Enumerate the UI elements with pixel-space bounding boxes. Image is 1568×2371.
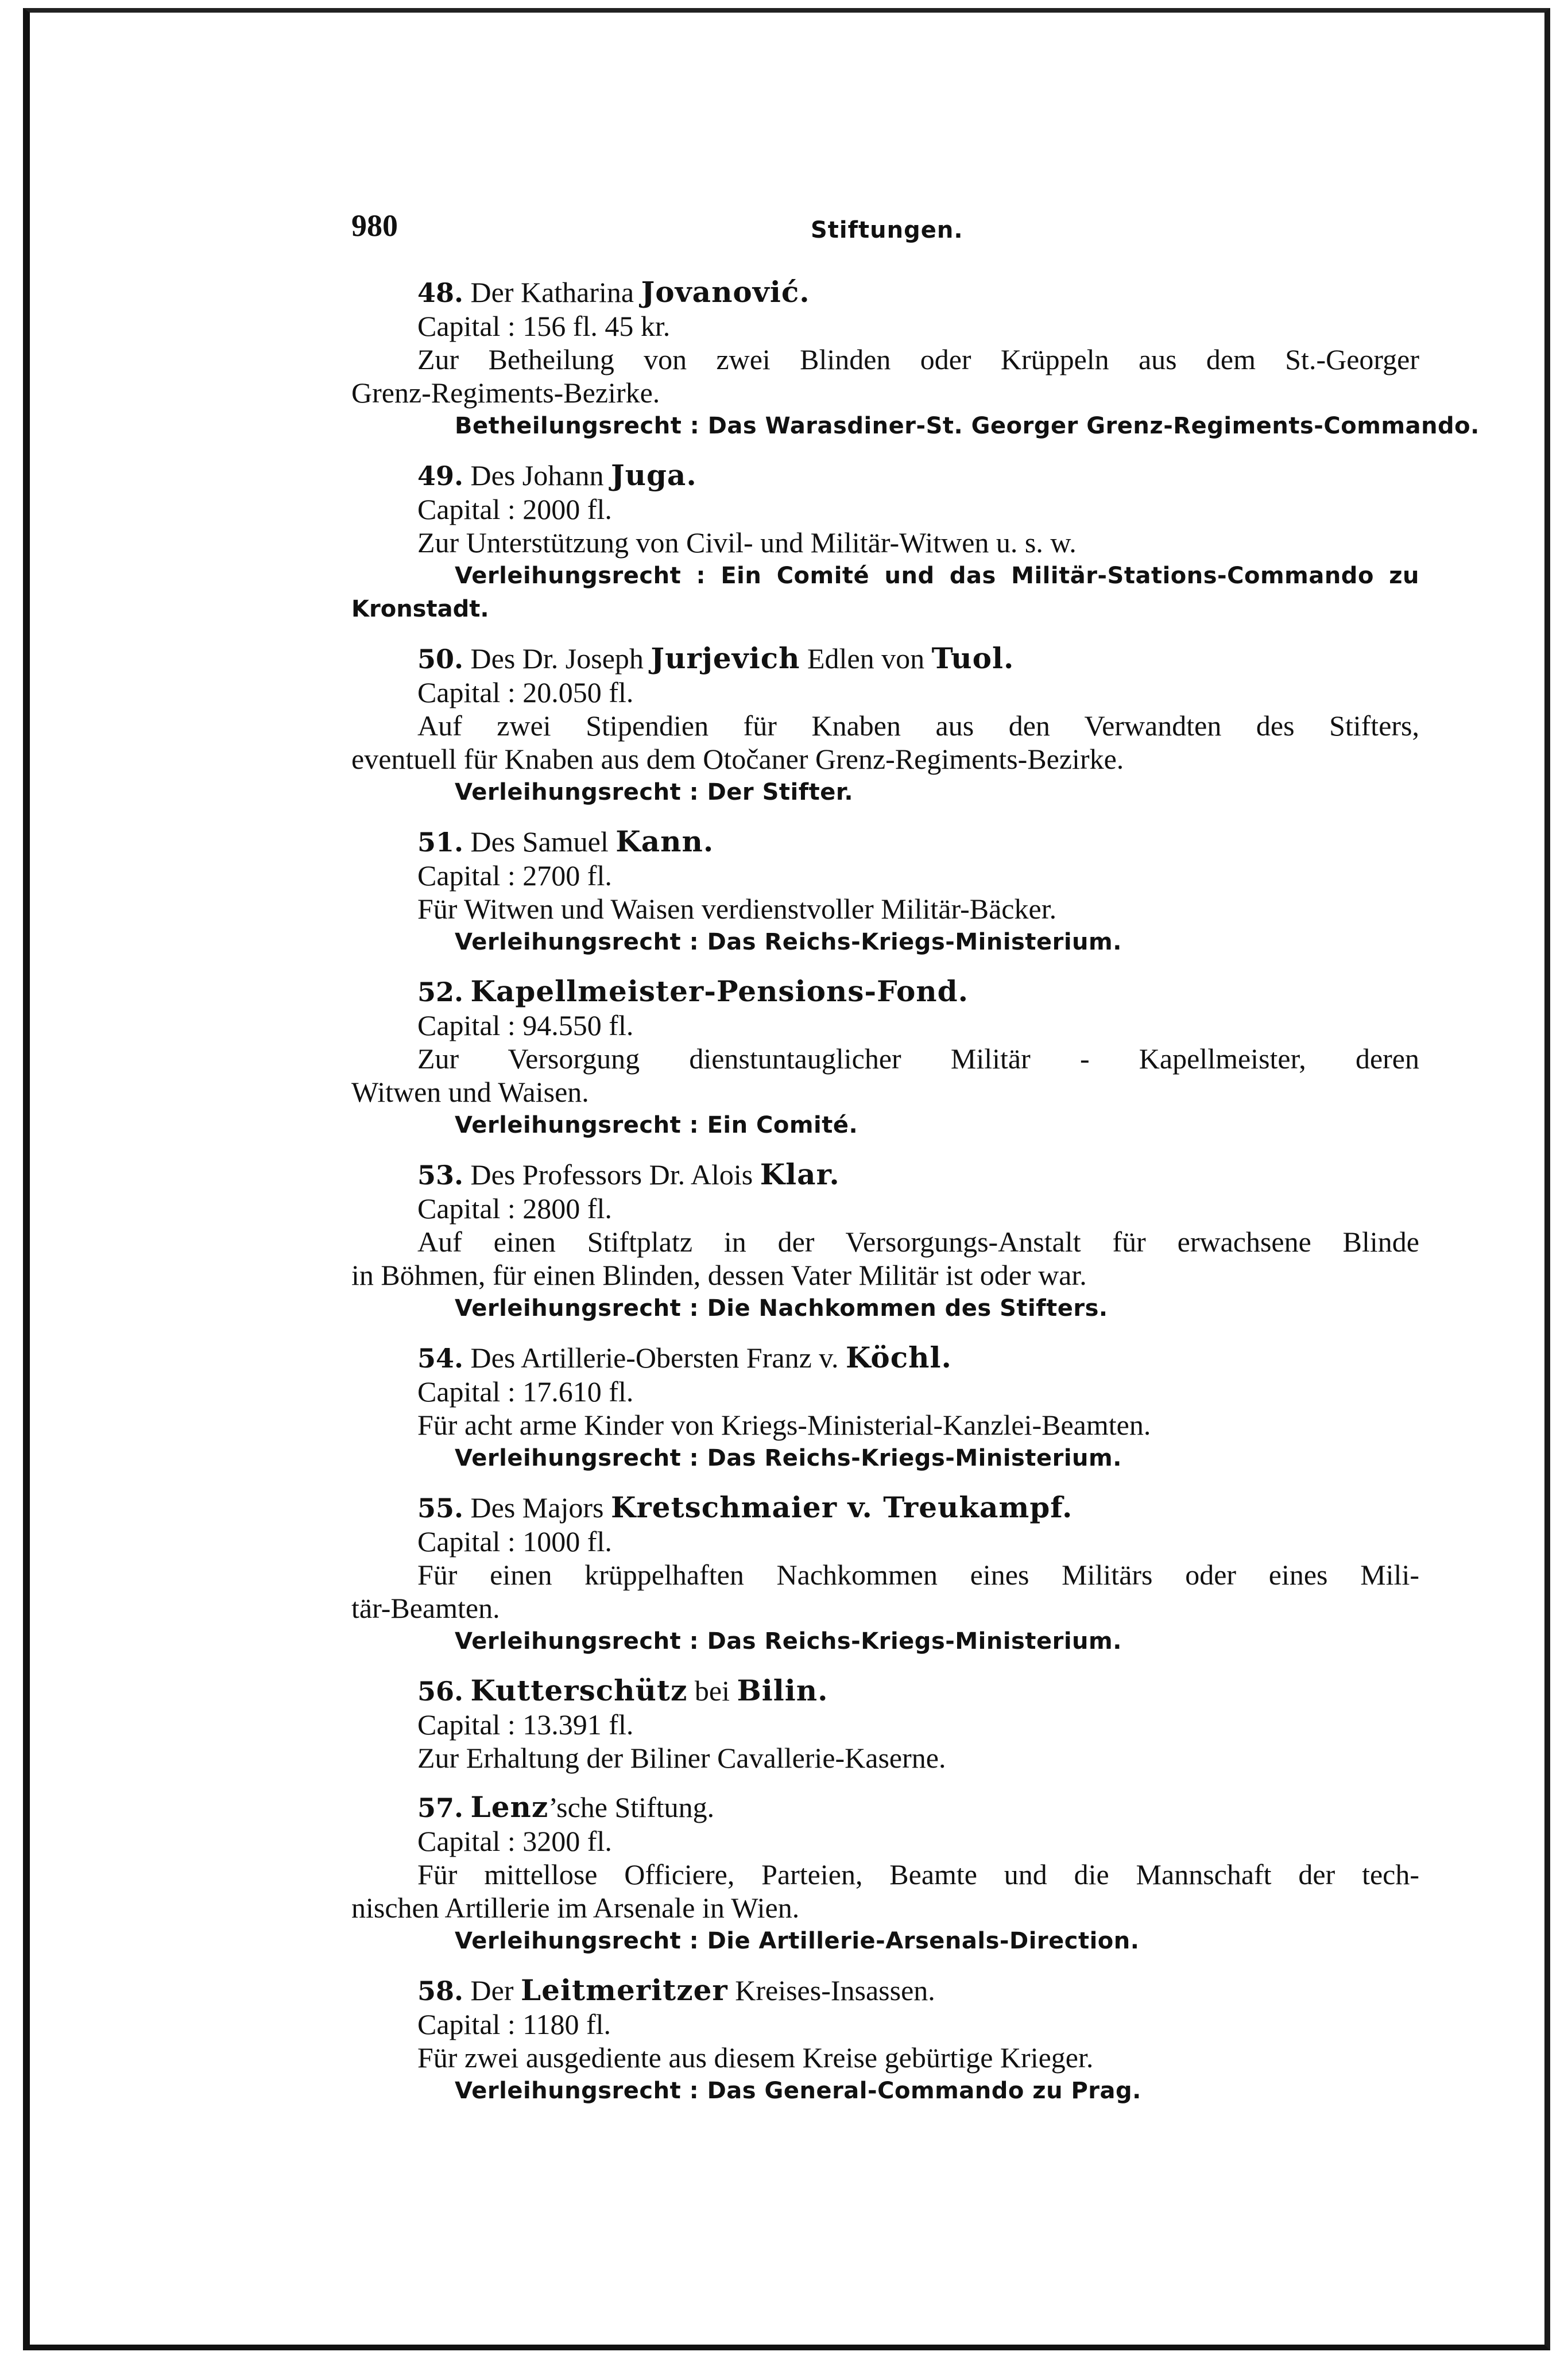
- foundation-entry-49: [351, 459, 1419, 626]
- entry-number: 52.: [417, 977, 464, 1008]
- entry-heading: [351, 1791, 1419, 1824]
- entry-heading: [351, 1491, 1419, 1525]
- entry-right-continuation: Kronstadt.: [351, 596, 489, 622]
- entry-right: [351, 2074, 1419, 2107]
- entry-number: 50.: [417, 644, 464, 675]
- entry-heading-suffix: bei: [694, 1675, 730, 1707]
- entry-name: Juga.: [610, 458, 697, 492]
- right-value: Das General-Commando zu Prag.: [707, 2078, 1141, 2104]
- page-frame: [23, 8, 1550, 2350]
- right-key: Verleihungsrecht :: [455, 2078, 699, 2104]
- entry-heading: [351, 1974, 1419, 2008]
- entry-right: [351, 559, 1419, 592]
- entry-heading: [351, 1674, 1419, 1708]
- entry-heading-prefix: Der Katharina: [470, 276, 634, 308]
- entry-number: 51.: [417, 827, 464, 858]
- entry-number: 58.: [417, 1975, 464, 2006]
- entry-capital: Capital : 94.550 fl.: [417, 1009, 634, 1041]
- entry-right: [351, 1109, 1419, 1142]
- right-value: Ein Comité und das Militär-Stations-Commando zu: [721, 563, 1419, 589]
- entry-heading-prefix: Des Artillerie-Obersten Franz v.: [470, 1342, 839, 1374]
- right-value: Die Nachkommen des Stifters.: [707, 1295, 1108, 1322]
- entry-text-line: Für einen krüppelhaften Nachkommen eines Militärs oder eines Mili-: [417, 1559, 1419, 1591]
- right-key: Verleihungsrecht :: [455, 1628, 699, 1655]
- entry-right: [351, 1625, 1419, 1658]
- entry-capital: Capital : 13.391 fl.: [417, 1708, 634, 1741]
- entry-capital: Capital : 1000 fl.: [417, 1525, 612, 1558]
- right-value: Der Stifter.: [707, 779, 854, 805]
- foundation-entry-58: [351, 1974, 1419, 2107]
- foundation-entry-52: [351, 975, 1419, 1142]
- entry-name: Jurjevich: [651, 641, 800, 675]
- entry-text-line: Zur Versorgung dienstuntauglicher Militär - Kapellmeister, deren: [417, 1043, 1419, 1075]
- page-number: 980: [351, 208, 398, 243]
- entry-capital: Capital : 2700 fl.: [417, 859, 612, 892]
- entry-text-line: Auf zwei Stipendien für Knaben aus den Verwandten des Stifters,: [417, 710, 1419, 742]
- entry-right: [351, 776, 1419, 809]
- entry-capital: Capital : 3200 fl.: [417, 1825, 612, 1857]
- right-key: Verleihungsrecht :: [455, 929, 699, 955]
- entry-name: Kutterschütz: [470, 1673, 688, 1707]
- entry-right: [351, 1442, 1419, 1475]
- entry-heading-prefix: Der: [470, 1974, 514, 2006]
- entry-capital: Capital : 17.610 fl.: [417, 1376, 634, 1408]
- entry-text-line: Zur Unterstützung von Civil- und Militär-Witwen u. s. w.: [417, 526, 1077, 559]
- right-value: Das Reichs-Kriegs-Ministerium.: [707, 929, 1122, 955]
- entry-text-line: tär-Beamten.: [351, 1592, 500, 1624]
- entry-name: Kretschmaier v. Treukampf.: [610, 1490, 1073, 1524]
- entry-heading: [351, 276, 1419, 309]
- foundation-entry-53: [351, 1158, 1419, 1325]
- entry-capital: Capital : 156 fl. 45 kr.: [417, 310, 671, 342]
- foundation-entry-51: [351, 825, 1419, 959]
- entry-name: Lenz: [470, 1790, 549, 1824]
- entry-capital: Capital : 20.050 fl.: [417, 676, 634, 708]
- entry-heading-suffix: Kreises-Insassen.: [735, 1974, 935, 2006]
- right-value: Das Reichs-Kriegs-Ministerium.: [707, 1628, 1122, 1655]
- entry-number: 56.: [417, 1676, 464, 1707]
- foundation-entry-56: [351, 1674, 1419, 1775]
- entry-right: [351, 1292, 1419, 1325]
- entry-heading: [351, 825, 1419, 859]
- entry-number: 54.: [417, 1343, 464, 1374]
- entry-right: [351, 409, 1480, 443]
- right-key: Verleihungsrecht :: [455, 1295, 699, 1322]
- entry-heading-prefix: Des Samuel: [470, 826, 609, 858]
- entry-heading-prefix: Des Dr. Joseph: [470, 642, 644, 675]
- entry-right: [351, 925, 1419, 959]
- entry-text-line: Grenz-Regiments-Bezirke.: [351, 377, 660, 409]
- entry-capital: Capital : 2000 fl.: [417, 493, 612, 525]
- entry-name-secondary: Bilin.: [737, 1673, 828, 1707]
- entry-text-line: Zur Betheilung von zwei Blinden oder Krüppeln aus dem St.-Georger: [417, 343, 1419, 375]
- entry-name: Jovanović.: [641, 275, 810, 309]
- foundation-entry-57: [351, 1791, 1419, 1958]
- entry-text-line: eventuell für Knaben aus dem Otočaner Grenz-Regiments-Bezirke.: [351, 743, 1124, 775]
- entry-right: [351, 1924, 1419, 1958]
- entry-capital: Capital : 2800 fl.: [417, 1192, 612, 1225]
- entry-heading-suffix: Edlen von: [807, 642, 925, 675]
- entry-text-line: Für Witwen und Waisen verdienstvoller Militär-Bäcker.: [417, 893, 1057, 925]
- entry-name-secondary: Tuol.: [931, 641, 1015, 675]
- entry-text-line: in Böhmen, für einen Blinden, dessen Vater Militär ist oder war.: [351, 1259, 1087, 1291]
- entry-text-line: nischen Artillerie im Arsenale in Wien.: [351, 1892, 800, 1924]
- entry-capital: Capital : 1180 fl.: [417, 2008, 611, 2040]
- foundation-entry-50: [351, 642, 1419, 809]
- entry-heading: [351, 642, 1419, 676]
- entry-name: Klar.: [760, 1157, 840, 1191]
- right-value: Ein Comité.: [707, 1112, 858, 1138]
- entry-number: 49.: [417, 460, 464, 491]
- document-sheet: [351, 208, 1480, 2107]
- foundation-entry-55: [351, 1491, 1419, 1658]
- entry-text-line: Witwen und Waisen.: [351, 1076, 589, 1108]
- entry-text-line: Zur Erhaltung der Biliner Cavallerie-Kaserne.: [417, 1742, 946, 1774]
- entry-text-line: Auf einen Stiftplatz in der Versorgungs-Anstalt für erwachsene Blinde: [417, 1226, 1419, 1258]
- right-value: Die Artillerie-Arsenals-Direction.: [707, 1928, 1140, 1954]
- entry-heading-prefix: Des Professors Dr. Alois: [470, 1159, 753, 1191]
- entry-number: 48.: [417, 277, 464, 308]
- entry-name: Leitmeritzer: [520, 1973, 728, 2007]
- entry-number: 55.: [417, 1493, 464, 1524]
- entry-heading: [351, 1341, 1419, 1375]
- right-key: Verleihungsrecht :: [455, 779, 699, 805]
- entry-heading: [351, 1158, 1419, 1192]
- entry-text-line: Für mittellose Officiere, Parteien, Beamte und die Mannschaft der tech-: [417, 1858, 1419, 1890]
- entry-text-line: Für zwei ausgediente aus diesem Kreise gebürtige Krieger.: [417, 2041, 1094, 2074]
- right-key: Verleihungsrecht :: [455, 1112, 699, 1138]
- entry-heading-prefix: Des Johann: [470, 459, 604, 491]
- right-key: Verleihungsrecht :: [455, 1445, 699, 1471]
- entry-heading-suffix: ’sche Stiftung.: [548, 1791, 715, 1823]
- right-value: Das Warasdiner-St. Georger Grenz-Regiments-Commando.: [707, 413, 1480, 439]
- right-key: Verleihungsrecht :: [455, 1928, 699, 1954]
- entry-heading: [351, 459, 1419, 493]
- right-key: Betheilungsrecht :: [455, 413, 700, 439]
- entry-heading: [351, 975, 1419, 1009]
- entry-name: Kapellmeister-Pensions-Fond.: [470, 974, 969, 1008]
- entry-number: 53.: [417, 1160, 464, 1191]
- foundation-entry-48: [351, 275, 1480, 443]
- entry-name: Köchl.: [846, 1341, 952, 1374]
- running-title: Stiftungen.: [811, 217, 963, 243]
- foundation-entry-54: [351, 1341, 1419, 1475]
- entry-heading-prefix: Des Majors: [470, 1491, 604, 1524]
- entry-name: Kann.: [615, 824, 714, 858]
- right-value: Das Reichs-Kriegs-Ministerium.: [707, 1445, 1122, 1471]
- entry-number: 57.: [417, 1792, 464, 1823]
- page-header: [351, 208, 1419, 259]
- right-key: Verleihungsrecht :: [455, 563, 706, 589]
- entry-text-line: Für acht arme Kinder von Kriegs-Ministerial-Kanzlei-Beamten.: [417, 1409, 1151, 1441]
